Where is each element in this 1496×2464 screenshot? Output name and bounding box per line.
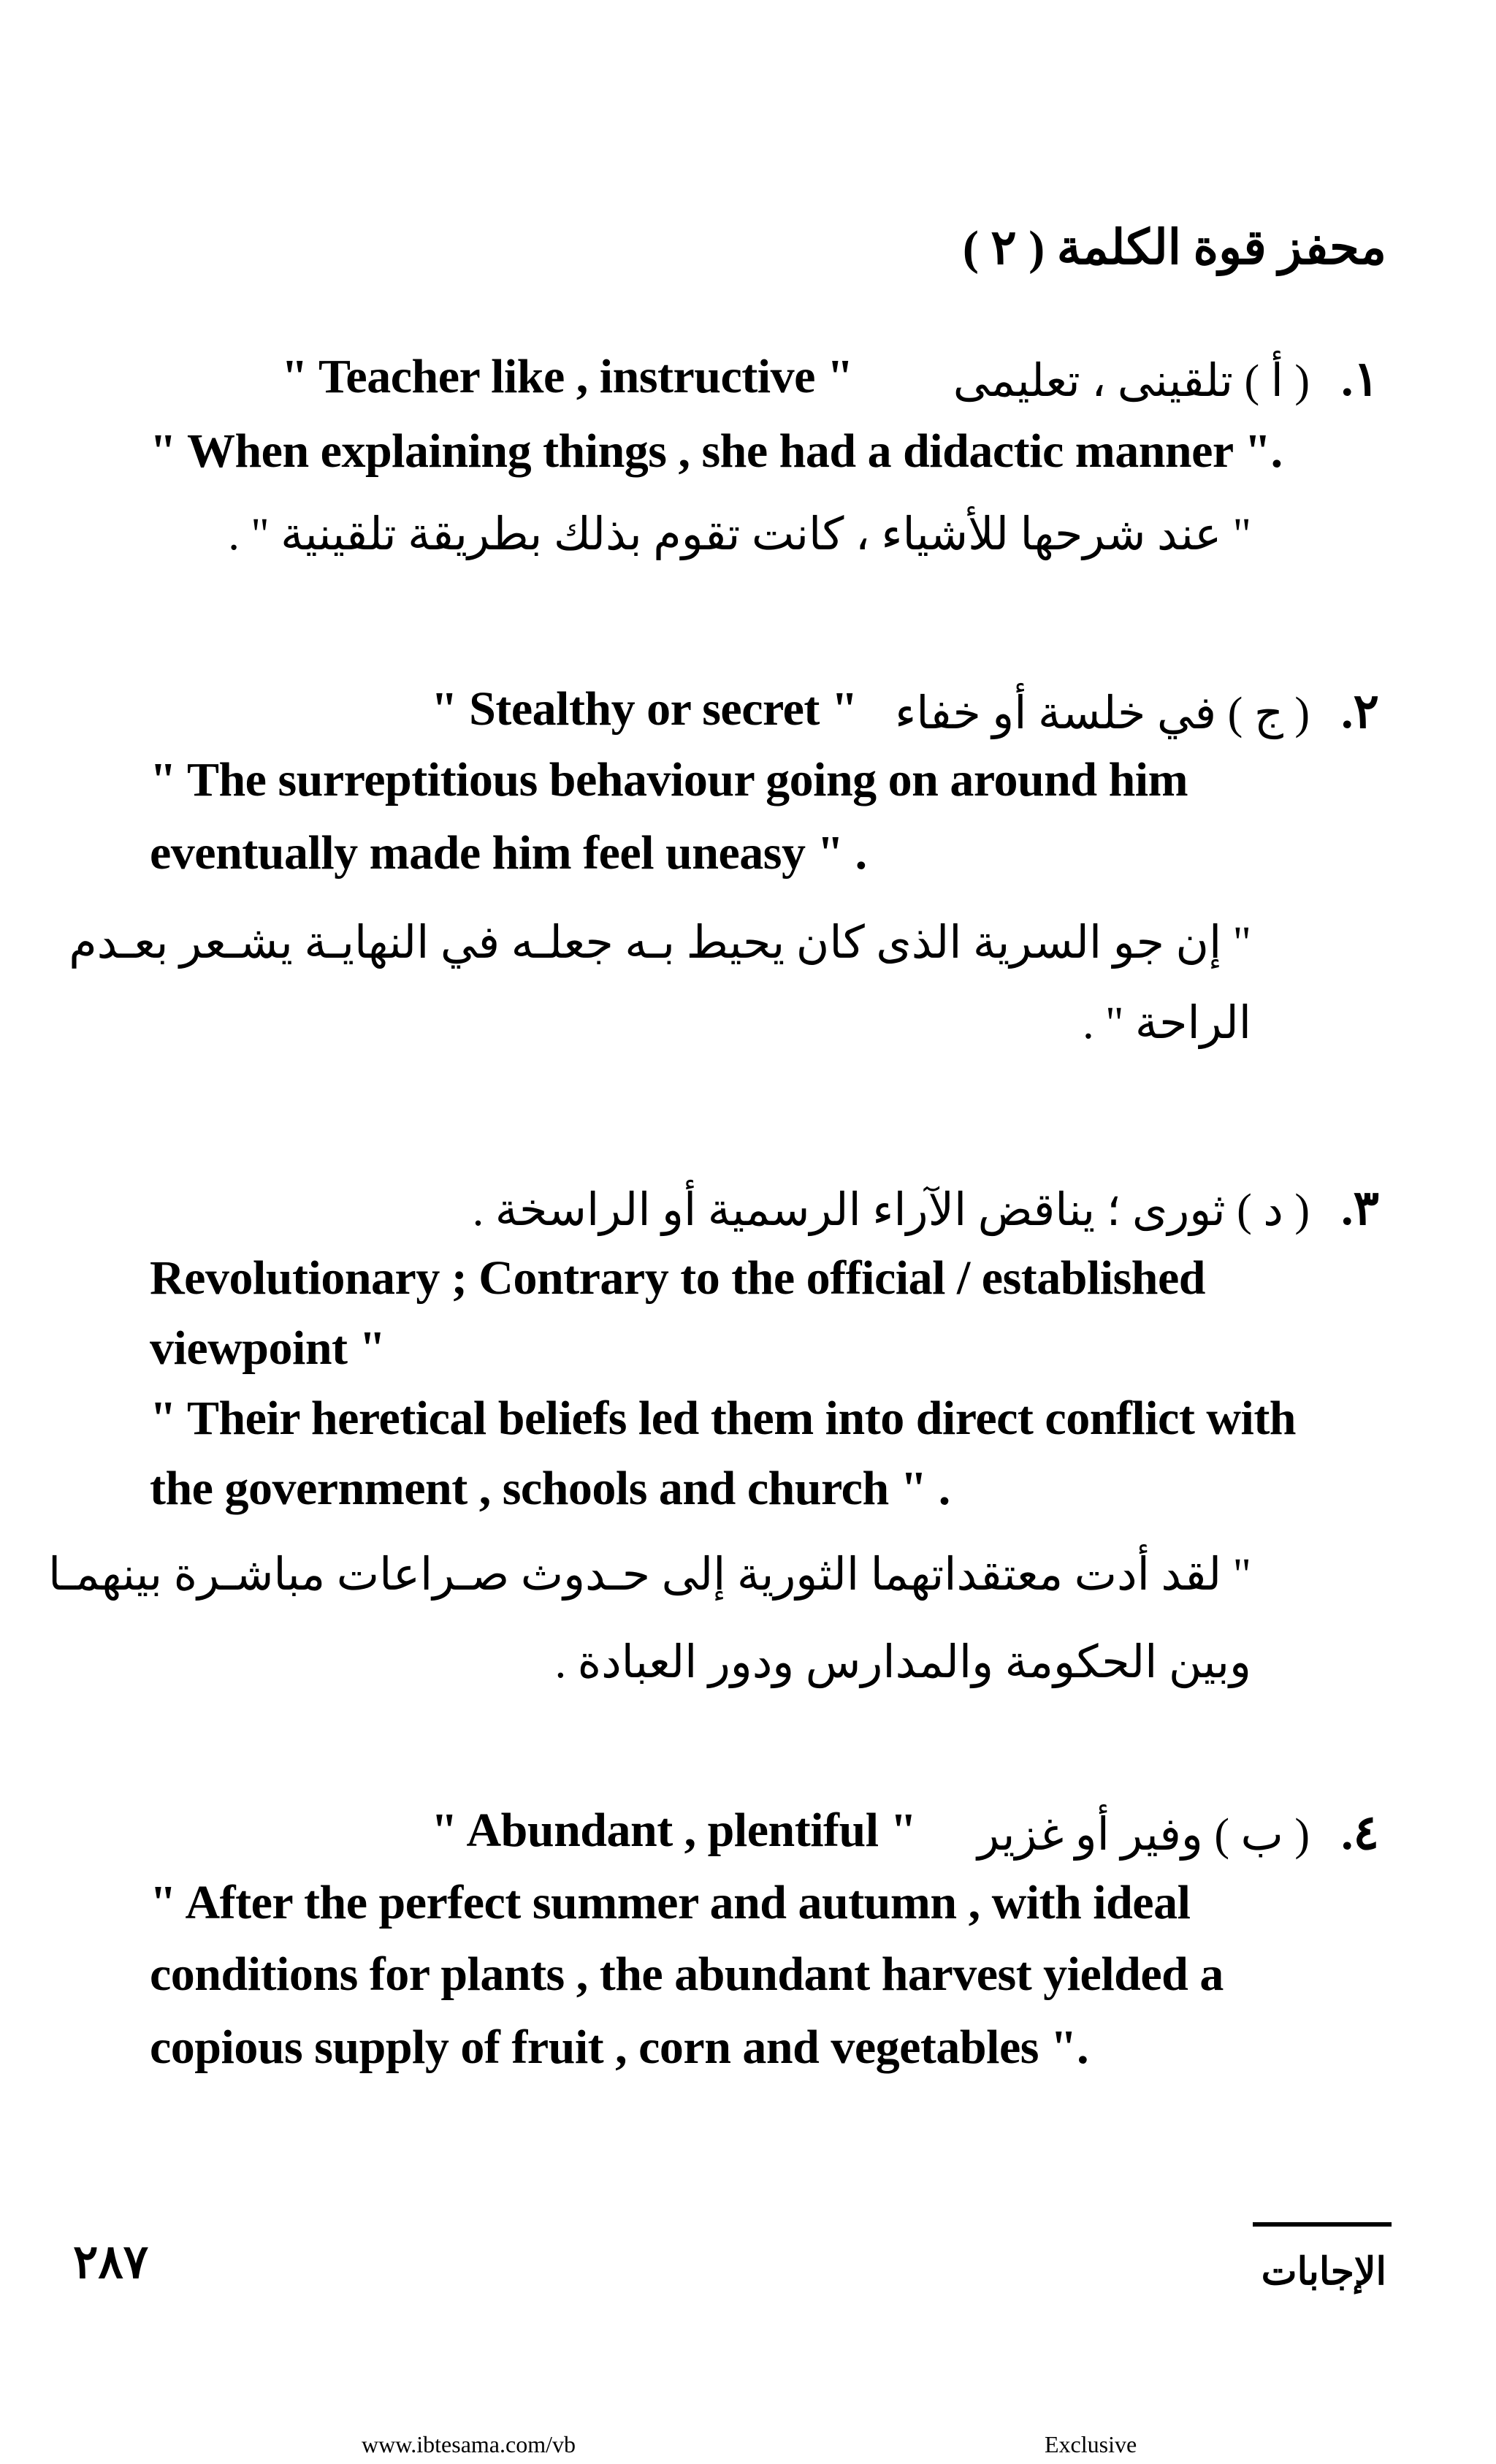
item-4-number: .٤ [1341, 1807, 1379, 1860]
item-4-example-en-line-1: " After the perfect summer and autumn , with ideal [150, 1876, 1191, 1929]
item-2-number: .٢ [1341, 685, 1379, 739]
item-1-example-en: " When explaining things , she had a didactic manner ". [150, 424, 1283, 478]
footer-tag: Exclusive [1045, 2431, 1137, 2457]
item-2-example-ar-line-2: الراحة " . [1083, 999, 1251, 1048]
item-1-heading-en: " Teacher like , instructive " [281, 350, 854, 403]
item-3-number: .٣ [1341, 1182, 1379, 1235]
item-3-example-ar-line-1: " لقد أدت معتقداتهما الثورية إلى حـدوث صـراعات مباشـرة بينهمـا [47, 1550, 1251, 1600]
page-title: محفز قوة الكلمة ( ٢ ) [962, 221, 1386, 275]
item-3-example-en-line-1: " Their heretical beliefs led them into direct conflict with [150, 1392, 1297, 1445]
item-4-heading-ar: ( ب ) وفير أو غزير [977, 1810, 1310, 1860]
item-3-definition-line-2: viewpoint " [150, 1321, 386, 1375]
page-number: ٢٨٧ [73, 2236, 149, 2288]
item-2-example-en-line-2: eventually made him feel uneasy " . [150, 826, 867, 880]
footer-rule [1253, 2222, 1392, 2227]
item-2-heading-ar: ( ج ) في خلسة أو خفاء [895, 689, 1310, 739]
item-3-definition-line-1: Revolutionary ; Contrary to the official / established [150, 1251, 1206, 1305]
item-1-example-ar: " عند شرحها للأشياء ، كانت تقوم بذلك بطريقة تلقينية " . [228, 510, 1251, 560]
item-3-heading-ar: ( د ) ثورى ؛ يناقض الآراء الرسمية أو الراسخة . [472, 1186, 1310, 1235]
item-1-number: .١ [1341, 353, 1379, 406]
item-3-example-en-line-2: the government , schools and church " . [150, 1462, 950, 1515]
item-4-example-en-line-2: conditions for plants , the abundant harvest yielded a [150, 1948, 1224, 2001]
item-4-example-en-line-3: copious supply of fruit , corn and vegetables ". [150, 2021, 1089, 2074]
item-2-heading-en: " Stealthy or secret " [431, 682, 858, 736]
item-2-example-ar-line-1: " إن جو السرية الذى كان يحيط بـه جعلـه في النهايـة يشـعر بعـدم [69, 918, 1251, 968]
item-3-example-ar-line-2: وبين الحكومة والمدارس ودور العبادة . [554, 1638, 1251, 1687]
item-4-heading-en: " Abundant , plentiful " [431, 1804, 917, 1857]
footer-website: www.ibtesama.com/vb [362, 2431, 576, 2457]
item-2-example-en-line-1: " The surreptitious behaviour going on around him [150, 753, 1188, 806]
footer-section-label: الإجابات [1261, 2251, 1386, 2293]
item-1-heading-ar: ( أ ) تلقينى ، تعليمى [953, 356, 1310, 406]
